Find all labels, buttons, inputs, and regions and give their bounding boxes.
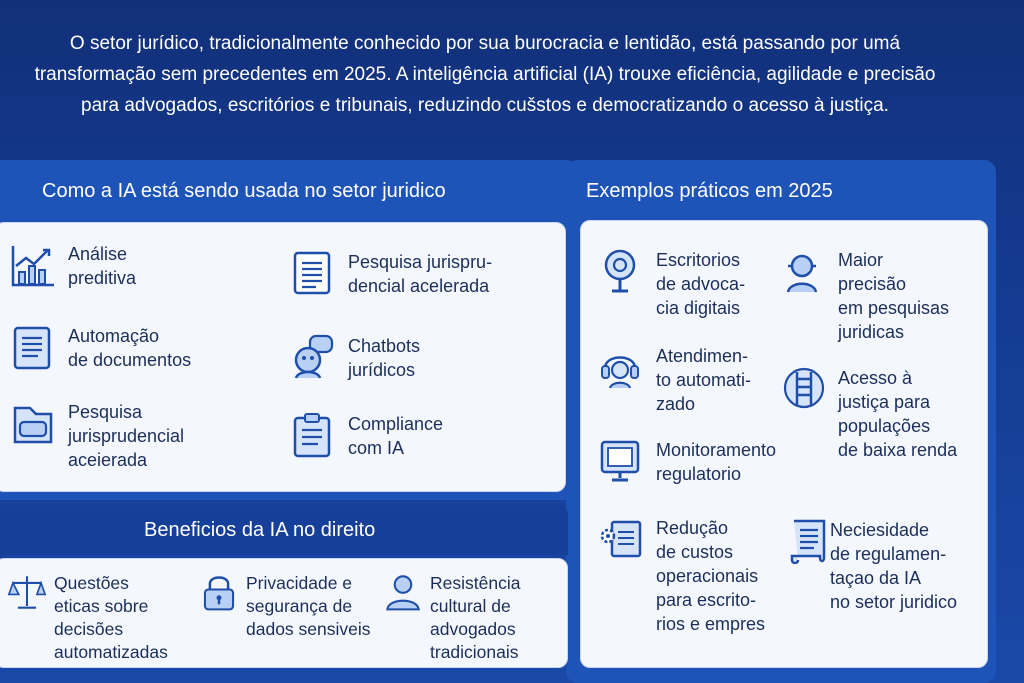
- example-item-label: Redução de custos operacionais para escrito- rios e empres: [656, 518, 766, 634]
- document-icon: [290, 250, 336, 296]
- clipboard-icon: [290, 412, 336, 458]
- folder-icon: [10, 400, 56, 446]
- padlock-icon: [200, 572, 238, 612]
- ladder-icon: [780, 366, 826, 412]
- benefit-item-resistance: [384, 572, 520, 664]
- example-item-label: Monitoramento regulatorio: [656, 440, 777, 484]
- example-item-label: Neciesidade de regulamen- taçao da IA no setor juridico: [830, 520, 958, 612]
- headset-icon: [598, 344, 644, 390]
- person-icon: [384, 572, 422, 612]
- benefit-item-label: Resistência cultural de advogados tradicionais: [430, 573, 521, 662]
- example-item-label: Acesso à justiça para populações de baixa renda: [838, 368, 958, 460]
- scroll-icon: [786, 518, 822, 564]
- example-item-access-justice: [780, 366, 957, 462]
- example-item-regulation: [786, 518, 957, 614]
- benefit-item-label: Privacidade e segurança de dados sensiveis: [246, 573, 371, 639]
- usage-item-research: [290, 250, 492, 298]
- example-item-monitoring: [598, 438, 776, 486]
- chatbot-icon: [290, 334, 336, 380]
- benefit-item-label: Questões eticas sobre decisões automatizadas: [54, 573, 168, 662]
- example-item-label: Atendimen- to automati- zado: [656, 346, 752, 414]
- intro-text: O setor jurídico, tradicionalmente conhecido por sua burocracia e lentidão, está passando por umá transformação sem precedentes em 2025. A inteligência artificial (IA) trouxe eficiência, agilidade e precisão para advogados, escritórios e tribunais, reduzindo cušstos e democratizando o acesso à justiça.: [34, 33, 936, 116]
- monitor-icon: [598, 438, 644, 484]
- scales-icon: [8, 572, 46, 612]
- benefit-item-ethics: [8, 572, 168, 664]
- example-item-precision: [780, 248, 949, 344]
- usage-item-compliance: [290, 412, 443, 460]
- benefit-item-privacy: [200, 572, 371, 641]
- example-item-automated-service: [598, 344, 751, 416]
- examples-title: Exemplos práticos em 2025: [586, 180, 833, 202]
- example-item-cost-reduction: [598, 516, 765, 636]
- usage-item-automation: [10, 324, 191, 372]
- usage-item-label: Automação de documentos: [68, 326, 192, 370]
- usage-item-chatbots: [290, 334, 420, 382]
- benefits-title: Beneficios da IA no direito: [144, 519, 376, 541]
- magnifier-icon: [598, 248, 644, 294]
- usage-item-label: Pesquisa jurispru- dencial acelerada: [348, 252, 493, 296]
- file-icon: [10, 324, 56, 370]
- usage-title: Como a IA está sendo usada no setor juridico: [42, 180, 446, 202]
- chart-icon: [10, 242, 56, 288]
- robot-head-icon: [780, 248, 826, 294]
- example-item-label: Escritorios de advoca- cia digitais: [656, 250, 746, 318]
- usage-item-research-2: [10, 400, 184, 472]
- usage-item-label: Análise preditiva: [68, 244, 137, 288]
- example-item-digital-offices: [598, 248, 745, 320]
- usage-item-predictive: [10, 242, 136, 290]
- example-item-label: Maior precisão em pesquisas juridicas: [838, 250, 950, 342]
- usage-item-label: Pesquisa jurisprudencial aceierada: [68, 402, 185, 470]
- usage-item-label: Compliance com IA: [348, 414, 444, 458]
- gear-document-icon: [598, 516, 644, 562]
- usage-item-label: Chatbots jurídicos: [348, 336, 421, 380]
